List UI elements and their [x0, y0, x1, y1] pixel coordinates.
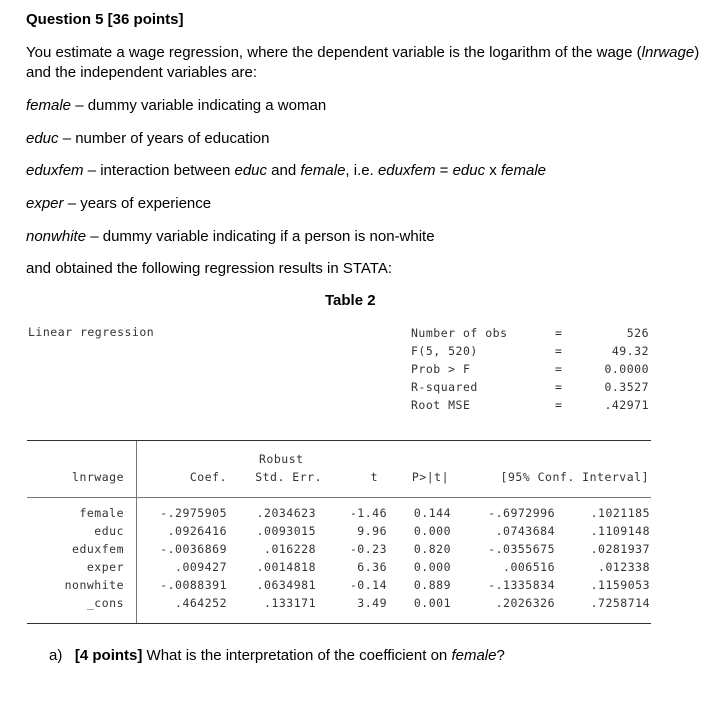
variable-name: eduxfem [26, 162, 84, 179]
table-cell: .0281937 [590, 542, 650, 556]
stat-value: 0.0000 [604, 362, 649, 376]
row-variable: educ [94, 524, 124, 538]
table-cell: -.1335834 [488, 578, 555, 592]
table-cell: -.0088391 [160, 578, 227, 592]
variable-desc: – dummy variable indicating a woman [71, 97, 327, 114]
table-cell: -0.14 [349, 578, 387, 592]
header-rule [27, 497, 651, 498]
stat-equals: = [555, 398, 563, 412]
stat-label: Prob > F [411, 362, 471, 376]
variable-name: female [26, 97, 72, 114]
stat-equals: = [555, 326, 563, 340]
table-cell: 0.144 [413, 506, 451, 520]
table-cell: .0634981 [256, 578, 316, 592]
variable-definition [26, 130, 270, 147]
row-variable: nonwhite [64, 578, 124, 592]
table-bottom-rule [27, 623, 651, 624]
stat-value: 49.32 [611, 344, 649, 358]
table-cell: .133171 [264, 596, 316, 610]
column-header: lnrwage [72, 470, 124, 484]
intro-line-1-text: You estimate a wage regression, where the dependent variable is the logarithm of the wage (lnrwage) [26, 44, 700, 61]
closing-text: and obtained the following regression results in STATA: [26, 260, 393, 277]
table-cell: .1159053 [590, 578, 650, 592]
table-cell: .0093015 [256, 524, 316, 538]
stat-value: 0.3527 [604, 380, 649, 394]
column-header: P>|t| [411, 470, 449, 484]
table-cell: .0926416 [167, 524, 227, 538]
stat-label: F(5, 520) [411, 344, 478, 358]
variable-definition [26, 195, 211, 212]
column-header: Std. Err. [255, 470, 322, 484]
variable-desc: – years of experience [63, 195, 212, 212]
stat-value: .42971 [604, 398, 649, 412]
table-cell: -.0036869 [160, 542, 227, 556]
table-cell: -.2975905 [160, 506, 227, 520]
table-cell: .1109148 [590, 524, 650, 538]
table-cell: .012338 [598, 560, 650, 574]
variable-desc: – interaction between educ and female, i.e. eduxfem = educ x female [83, 162, 546, 179]
row-variable: female [79, 506, 124, 520]
table-cell: 6.36 [357, 560, 387, 574]
stat-value: 526 [626, 326, 649, 340]
table-cell: 0.000 [413, 560, 451, 574]
part-a-label: a) [49, 647, 63, 664]
column-header: Coef. [189, 470, 227, 484]
row-variable: exper [86, 560, 124, 574]
table-cell: .2034623 [256, 506, 316, 520]
table-cell: -0.23 [349, 542, 387, 556]
variable-definition [26, 228, 435, 245]
table-cell: .016228 [264, 542, 316, 556]
variable-definition [26, 97, 326, 114]
stat-label: R-squared [411, 380, 478, 394]
table-cell: 3.49 [357, 596, 387, 610]
table-top-rule [27, 440, 651, 441]
row-variable: eduxfem [72, 542, 124, 556]
column-header: t [370, 470, 378, 484]
table-cell: 0.820 [413, 542, 451, 556]
table-cell: .0014818 [256, 560, 316, 574]
stat-label: Root MSE [411, 398, 471, 412]
header-robust: Robust [259, 452, 304, 466]
table-cell: -.0355675 [488, 542, 555, 556]
column-divider [136, 441, 137, 624]
variable-name: nonwhite [26, 228, 87, 245]
table-cell: 0.001 [413, 596, 451, 610]
model-title: Linear regression [28, 325, 155, 339]
table-cell: -1.46 [349, 506, 387, 520]
part-a-text: What is the interpretation of the coefficient on female? [146, 647, 505, 664]
part-a [49, 647, 505, 664]
table-cell: .1021185 [590, 506, 650, 520]
stat-equals: = [555, 344, 563, 358]
table-cell: .006516 [503, 560, 555, 574]
table-cell: 0.889 [413, 578, 451, 592]
table-cell: .7258714 [590, 596, 650, 610]
stat-equals: = [555, 362, 563, 376]
table-cell: .464252 [175, 596, 227, 610]
stat-equals: = [555, 380, 563, 394]
question-title: Question 5 [36 points] [26, 11, 184, 28]
stat-label: Number of obs [411, 326, 508, 340]
variable-desc: – number of years of education [58, 130, 270, 147]
variable-desc: – dummy variable indicating if a person is non-white [86, 228, 435, 245]
column-header: [95% Conf. Interval] [500, 470, 649, 484]
row-variable: _cons [86, 596, 124, 610]
table-cell: 9.96 [357, 524, 387, 538]
table-cell: .0743684 [495, 524, 555, 538]
table-cell: .2026326 [495, 596, 555, 610]
variable-definition [26, 162, 546, 179]
table-cell: 0.000 [413, 524, 451, 538]
variable-name: exper [26, 195, 64, 212]
part-a-points: [4 points] [74, 647, 143, 664]
table-cell: .009427 [175, 560, 227, 574]
intro-line-1 [26, 44, 699, 61]
table-cell: -.6972996 [488, 506, 555, 520]
table-caption: Table 2 [325, 292, 376, 309]
variable-name: educ [26, 130, 59, 147]
intro-line-2: and the independent variables are: [26, 64, 258, 81]
